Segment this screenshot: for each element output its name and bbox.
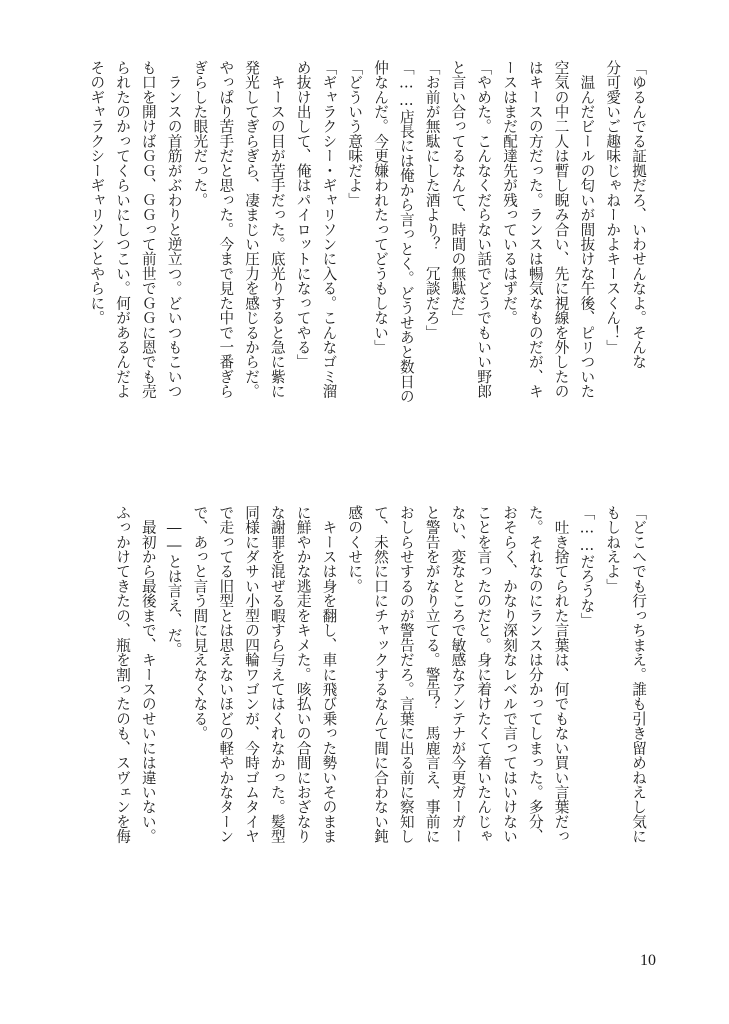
text-line: ――とは言え、だ。: [165, 505, 183, 657]
text-line: な謝罪を混ぜる暇すら与えてはくれなかった。髪型: [268, 505, 286, 844]
text-line: 吐き捨てられた言葉は、何でもない買い言葉だっ: [552, 505, 570, 844]
text-line: 同様にダサい小型の四輪ワゴンが、今時ゴムタイヤ: [243, 505, 261, 844]
text-line: おしらせするのが警告だろ。言葉に出る前に察知し: [397, 505, 415, 844]
text-line: 空気の中二人は暫し睨み合い、先に視線を外したの: [552, 60, 570, 399]
text-line: やっぱり苦手だと思った。今まで見た中で一番ぎら: [217, 60, 235, 399]
text-line: と警告をがなり立てる。警告？ 馬鹿言え、事前に: [423, 505, 441, 844]
text-line: め抜け出して、俺はパイロットになってやる」: [294, 60, 312, 370]
text-line: に鮮やかな逃走をキメた。咳払いの合間におざなり: [294, 505, 312, 844]
text-line: キースの目が苦手だった。底光りすると急に紫に: [268, 60, 286, 399]
text-line: られたのかってくらいにしつこい。何があるんだよ: [114, 60, 132, 399]
text-line: ない、変なところで敏感なアンテナが今更ガーガー: [449, 505, 467, 844]
text-line: 「お前が無駄にした酒より？ 冗談だろ」: [423, 60, 441, 340]
text-line: 「ギャラクシー・ギャリソンに入る。こんなゴミ溜: [320, 60, 338, 399]
text-line: 温んだビールの匂いが間抜けな午後、ピリついた: [578, 60, 596, 399]
text-line: ことを言ったのだと。身に着けたくて着いたんじゃ: [475, 505, 493, 844]
text-line: 発光してぎらぎら、凄まじい圧力を感じるからだ。: [243, 60, 261, 399]
text-line: た。それなのにランスは分かってしまった。多分、: [526, 505, 544, 844]
page-number: 10: [640, 952, 656, 969]
upper-text-block: [88, 60, 651, 458]
text-line: で、あっと言う間に見えなくなる。: [191, 505, 209, 741]
text-line: ランスの首筋がぶわりと逆立つ。どいつもこいつ: [165, 60, 183, 399]
text-line: ースはまだ配達先が残っているはずだ。: [501, 60, 519, 325]
text-line: はキースの方だった。ランスは暢気なものだが、キ: [526, 60, 544, 399]
text-line: おそらく、かなり深刻なレベルで言ってはいけない: [501, 505, 519, 844]
text-line: 「……だろうな」: [578, 505, 596, 628]
text-line: ぎらした眼光だった。: [191, 60, 209, 208]
lower-text-block: [91, 505, 651, 905]
text-line: も口を開けばＧＧ、ＧＧって前世でＧＧに恩でも売: [139, 60, 157, 399]
text-line: と言い合ってるなんて、時間の無駄だ」: [449, 60, 467, 325]
text-line: 「どこへでも行っちまえ。誰も引き留めねえし気に: [630, 505, 647, 844]
text-line: もしねえよ」: [604, 505, 622, 594]
text-line: そのギャラクシーギャリソンとやらに。: [88, 60, 106, 325]
text-line: 分可愛いご趣味じゃねーかよキースくん！」: [604, 60, 622, 355]
text-line: キースは身を翻し、車に飛び乗った勢いそのまま: [320, 505, 338, 844]
text-line: 「ゆるんでる証拠だろ、いわせんなよ。そんな: [630, 60, 647, 370]
text-line: 「やめた。こんなくだらない話でどうでもいい野郎: [475, 60, 493, 399]
text-line: 「どういう意味だよ」: [346, 60, 364, 208]
text-line: ふっかけてきたの、瓶を割ったのも、スヴェンを侮: [114, 505, 132, 844]
text-line: 最初から最後まで、キースのせいには違いない。: [139, 505, 157, 844]
text-line: 仲なんだ。今更嫌われたってどうもしない」: [372, 60, 390, 355]
text-line: 感のくせに。: [346, 505, 364, 594]
text-line: 「……店長には俺から言っとく。どうせあと数日の: [397, 60, 415, 404]
text-line: て、未然に口にチャックするなんて間に合わない鈍: [372, 505, 390, 844]
text-line: で走ってる旧型とは思えないほどの軽やかなターン: [217, 505, 235, 844]
